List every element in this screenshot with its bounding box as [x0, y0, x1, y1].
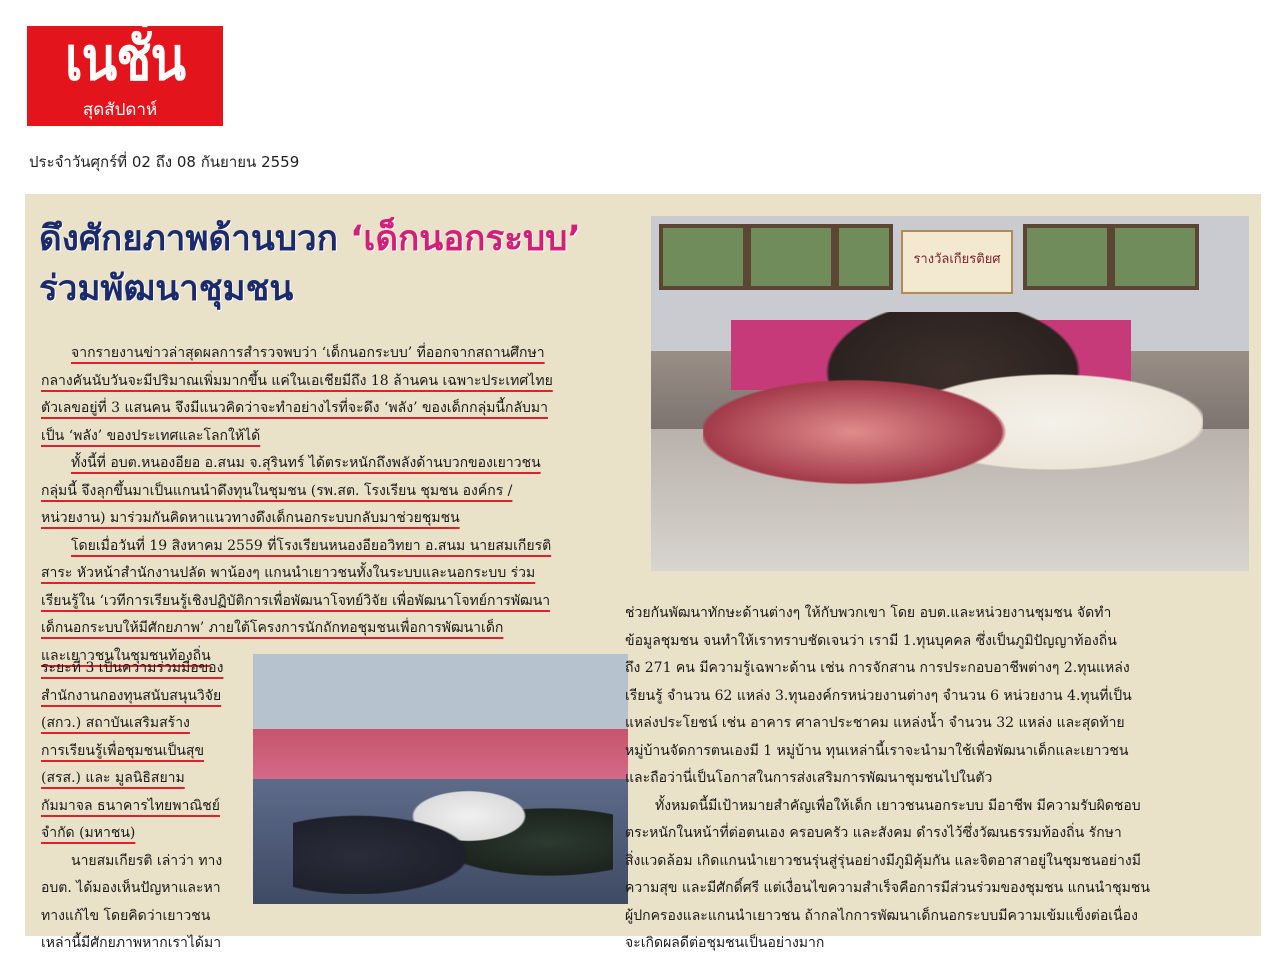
body-line: เรียนรู้ จำนวน 62 แหล่ง 3.ทุนองค์กรหน่วยงานต่างๆ จำนวน 6 หน่วยงาน 4.ทุนที่เป็น	[625, 687, 1132, 704]
group-photo	[651, 216, 1249, 571]
body-line: ตระหนักในหน้าที่ต่อตนเอง ครอบครัว และสังคม ดำรงไว้ซึ่งวัฒนธรรมท้องถิ่น รักษา	[625, 825, 1122, 841]
body-line: แหล่งประโยชน์ เช่น อาคาร ศาลาประชาคม แหล่งน้ำ จำนวน 32 แหล่ง และสุดท้าย	[625, 715, 1125, 731]
body-line: เรียนรู้ใน ‘เวทีการเรียนรู้เชิงปฏิบัติการเพื่อพัฒนาโจทย์วิจัย เพื่อพัฒนาโจทย์การพัฒนา	[41, 592, 551, 609]
body-line: กลุ่มนี้ จึงลุกขึ้นมาเป็นแกนนำดึงทุนในชุมชน (รพ.สต. โรงเรียน ชุมชน องค์กร /	[41, 482, 513, 499]
body-line: เหล่านี้มีศักยภาพหากเราได้มา	[41, 935, 222, 951]
body-line: และเยาวชนในชุมชนท้องถิ่น	[41, 647, 211, 664]
headline-highlight: ‘เด็กนอกระบบ’	[350, 219, 581, 259]
issue-dateline: ประจำวันศุกร์ที่ 02 ถึง 08 กันยายน 2559	[29, 153, 300, 171]
body-line: (สกว.) สถาบันเสริมสร้าง	[41, 715, 190, 731]
article-clipping	[25, 194, 1261, 951]
body-line: เป็น ‘พลัง’ ของประเทศและโลกให้ได้	[41, 427, 261, 444]
body-line: จากรายงานข่าวล่าสุดผลการสำรวจพบว่า ‘เด็กนอกระบบ’ ที่ออกจากสถานศึกษา	[71, 345, 545, 361]
body-line: สำนักงานกองทุนสนับสนุนวิจัย	[41, 687, 222, 704]
body-line: ความสุข และมีศักดิ์ศรี แต่เงื่อนไขความสำเร็จคือการมีส่วนร่วมของชุมชน แกนนำชุมชน	[625, 880, 1150, 896]
body-line: เด็กนอกระบบให้มีศักยภาพ’ ภายใต้โครงการนักถักทอชุมชนเพื่อการพัฒนาเด็ก	[41, 620, 504, 636]
headline-part-1: ดึงศักยภาพด้านบวก	[39, 219, 351, 259]
body-line: หน่วยงาน) มาร่วมกันคิดหาแนวทางดึงเด็กนอกระบบกลับมาช่วยชุมชน	[41, 510, 460, 526]
headline-line-1	[39, 214, 659, 264]
group-of-people	[703, 312, 1203, 512]
body-line: ข้อมูลชุมชน จนทำให้เราทราบชัดเจนว่า เรามี 1.ทุนบุคคล ซึ่งเป็นภูมิปัญญาท้องถิ่น	[625, 632, 1117, 649]
wall-picture-frame	[1023, 224, 1111, 290]
workshop-photo	[253, 654, 628, 904]
logo-wordmark: เนชั่น	[64, 25, 186, 95]
body-line: กัมมาจล ธนาคารไทยพาณิชย์	[41, 797, 221, 814]
seated-participants	[293, 764, 613, 894]
body-line: ระยะที่ 3 เป็นความร่วมมือของ	[41, 660, 224, 676]
body-line: สิ่งแวดล้อม เกิดแกนนำเยาวชนรุ่นสู่รุ่นอย่างมีภูมิคุ้มกัน และจิตอาสาอยู่ในชุมชนอย่างมี	[625, 852, 1141, 869]
article-headline	[39, 214, 659, 314]
body-line: ถึง 271 คน มีความรู้เฉพาะด้าน เช่น การจักสาน การประกอบอาชีพต่างๆ 2.ทุนแหล่ง	[625, 660, 1130, 676]
wall-picture-frame	[659, 224, 747, 290]
article-column-3	[625, 600, 1245, 958]
body-line: โดยเมื่อวันที่ 19 สิงหาคม 2559 ที่โรงเรียนหนองอียอวิทยา อ.สนม นายสมเกียรติ	[71, 537, 552, 554]
body-line: (สรส.) และ มูลนิธิสยาม	[41, 770, 185, 786]
body-line: สาระ หัวหน้าสำนักงานปลัด พาน้องๆ แกนนำเยาวชนทั้งในระบบและนอกระบบ ร่วม	[41, 565, 536, 581]
body-line: ช่วยกันพัฒนาทักษะด้านต่างๆ ให้กับพวกเขา โดย อบต.และหน่วยงานชุมชน จัดทำ	[625, 605, 1112, 621]
wall-picture-frame	[1111, 224, 1199, 290]
body-line: กลางคันนับวันจะมีปริมาณเพิ่มมากขึ้น แค่ในเอเชียมีถึง 18 ล้านคน เฉพาะประเทศไทย	[41, 372, 553, 389]
article-column-1	[41, 340, 641, 670]
wall-sign: รางวัลเกียรติยศ	[901, 230, 1013, 294]
headline-line-2: ร่วมพัฒนาชุมชน	[39, 269, 294, 309]
logo-subtitle: สุดสัปดาห์	[82, 100, 158, 120]
body-line: การเรียนรู้เพื่อชุมชนเป็นสุข	[41, 742, 205, 759]
body-line: หมู่บ้านจัดการตนเองมี 1 หมู่บ้าน ทุนเหล่านี้เราจะนำมาใช้เพื่อพัฒนาเด็กและเยาวชน	[625, 742, 1129, 759]
article-column-2	[41, 655, 251, 958]
body-line: นายสมเกียรติ เล่าว่า ทาง	[71, 852, 223, 869]
body-line: ผู้ปกครองและแกนนำเยาวชน ถ้ากลไกการพัฒนาเด็กนอกระบบมีความเข้มแข็งต่อเนื่อง	[625, 907, 1138, 924]
wall-picture-frame	[835, 224, 893, 290]
body-line: ตัวเลขอยู่ที่ 3 แสนคน จึงมีแนวคิดว่าจะทำอย่างไรที่จะดึง ‘พลัง’ ของเด็กกลุ่มนี้กลับมา	[41, 400, 549, 416]
body-line: ทั้งนี้ที่ อบต.หนองอียอ อ.สนม จ.สุรินทร์ ได้ตระหนักถึงพลังด้านบวกของเยาวชน	[71, 455, 541, 471]
body-line: และถือว่านี่เป็นโอกาสในการส่งเสริมการพัฒนาชุมชนไปในตัว	[625, 770, 993, 786]
newspaper-logo	[27, 26, 223, 126]
body-line: จำกัด (มหาชน)	[41, 825, 136, 841]
wall-picture-frame	[747, 224, 835, 290]
body-line: ทางแก้ไข โดยคิดว่าเยาวชน	[41, 907, 211, 924]
body-line: จะเกิดผลดีต่อชุมชนเป็นอย่างมาก	[625, 935, 825, 951]
body-line: อบต. ได้มองเห็นปัญหาและหา	[41, 880, 221, 896]
body-line: ทั้งหมดนี้มีเป้าหมายสำคัญเพื่อให้เด็ก เยาวชนนอกระบบ มีอาชีพ มีความรับผิดชอบ	[655, 797, 1141, 814]
